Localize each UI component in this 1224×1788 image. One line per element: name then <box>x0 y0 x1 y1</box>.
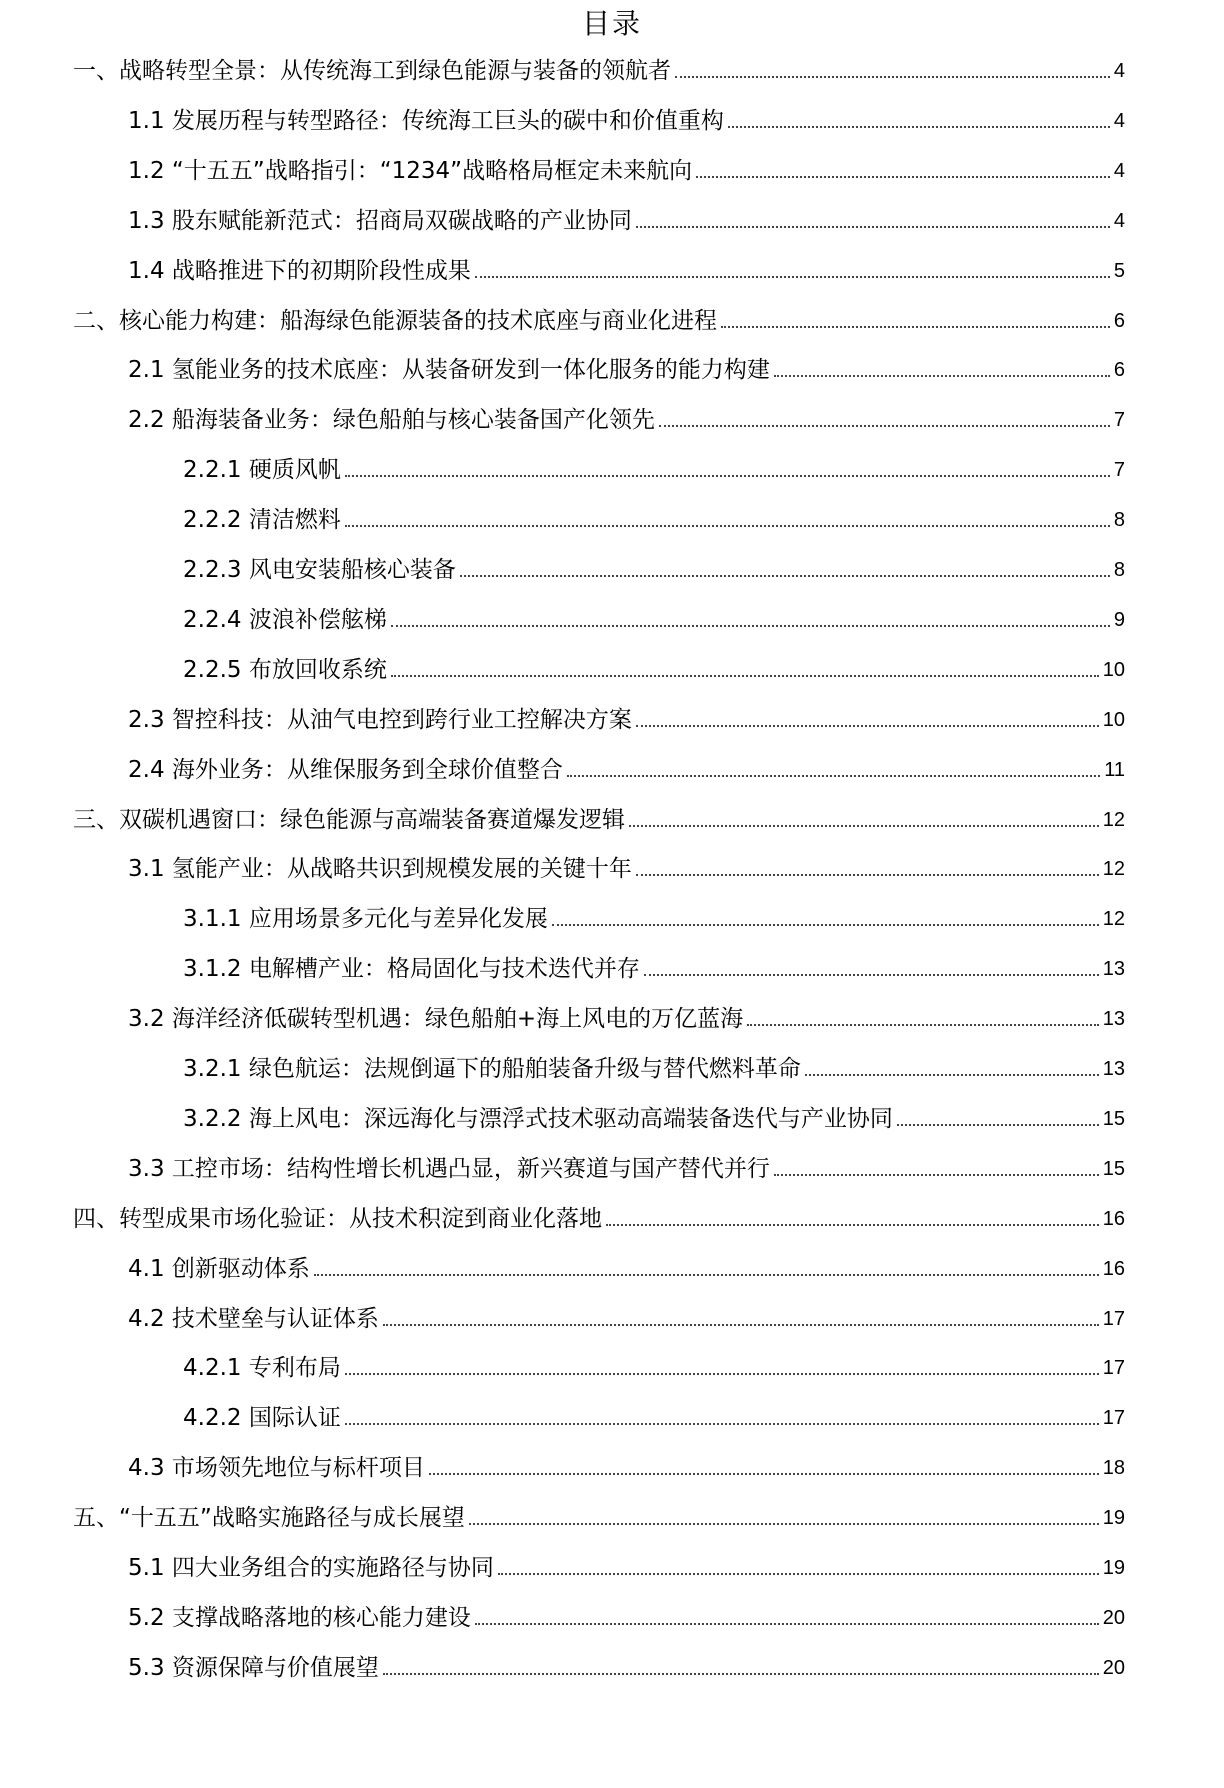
toc-dot-leader <box>345 1373 1099 1375</box>
toc-dot-leader <box>629 825 1099 827</box>
toc-dot-leader <box>469 1523 1099 1525</box>
toc-dot-leader <box>460 575 1110 577</box>
toc-entry[interactable] <box>183 637 1125 687</box>
toc-entry[interactable] <box>128 138 1125 188</box>
toc-page-number: 18 <box>1102 1457 1125 1480</box>
toc-page-number: 10 <box>1102 658 1125 681</box>
toc-entry-label: 5.2 支撑战略落地的核心能力建设 <box>128 1604 471 1631</box>
toc-entry-label: 3.2.2 海上风电：深远海化与漂浮式技术驱动高端装备迭代与产业协同 <box>183 1105 893 1132</box>
toc-entry-label: 3.1 氢能产业：从战略共识到规模发展的关键十年 <box>128 856 632 883</box>
toc-dot-leader <box>475 276 1110 278</box>
toc-entry-label: 2.2.3 风电安装船核心装备 <box>183 557 456 583</box>
toc-dot-leader <box>391 675 1099 677</box>
toc-entry[interactable] <box>128 1286 1125 1336</box>
toc-dot-leader <box>345 475 1110 477</box>
toc-page-number: 15 <box>1102 1157 1125 1180</box>
toc-entry-label: 4.2 技术壁垒与认证体系 <box>128 1305 379 1332</box>
toc-dot-leader <box>659 425 1110 427</box>
toc-entry[interactable] <box>73 1485 1125 1535</box>
toc-entry-label: 2.1 氢能业务的技术底座：从装备研发到一体化服务的能力构建 <box>128 357 770 384</box>
toc-page-number: 12 <box>1102 808 1125 831</box>
toc-entry[interactable] <box>128 1136 1125 1186</box>
toc-page-number: 17 <box>1102 1357 1125 1380</box>
toc-dot-leader <box>429 1473 1099 1475</box>
toc-entry[interactable] <box>128 337 1125 387</box>
toc-dot-leader <box>728 126 1110 128</box>
toc-entry-label: 4.1 创新驱动体系 <box>128 1255 310 1282</box>
toc-dot-leader <box>552 924 1099 926</box>
toc-dot-leader <box>475 1623 1099 1625</box>
toc-entry-label: 二、核心能力构建：船海绿色能源装备的技术底座与商业化进程 <box>73 307 717 334</box>
toc-dot-leader <box>345 525 1110 527</box>
toc-entry[interactable] <box>128 1635 1125 1685</box>
toc-page-number: 8 <box>1113 509 1125 532</box>
toc-entry[interactable] <box>128 687 1125 737</box>
toc-entry-label: 3.2.1 绿色航运：法规倒逼下的船舶装备升级与替代燃料革命 <box>183 1056 801 1082</box>
toc-entry-label: 五、“十五五”战略实施路径与成长展望 <box>73 1505 465 1532</box>
toc-entry[interactable] <box>183 1086 1125 1136</box>
toc-entry-label: 4.3 市场领先地位与标杆项目 <box>128 1455 425 1482</box>
toc-dot-leader <box>498 1573 1099 1575</box>
toc-dot-leader <box>391 625 1110 627</box>
toc-page-number: 4 <box>1113 159 1125 182</box>
toc-entry[interactable] <box>73 787 1125 837</box>
toc-page-number: 4 <box>1113 109 1125 132</box>
toc-page-number: 9 <box>1113 608 1125 631</box>
toc-entry[interactable] <box>128 1236 1125 1286</box>
toc-dot-leader <box>383 1324 1099 1326</box>
toc-page-number: 13 <box>1102 958 1125 981</box>
toc-page-number: 19 <box>1102 1507 1125 1530</box>
toc-entry[interactable] <box>183 886 1125 936</box>
toc-entry-label: 4.2.1 专利布局 <box>183 1355 341 1382</box>
toc-entry[interactable] <box>128 387 1125 437</box>
toc-page-number: 4 <box>1113 60 1125 82</box>
toc-page-number: 4 <box>1113 209 1125 232</box>
toc-page-number: 11 <box>1104 758 1125 781</box>
toc-page-number: 10 <box>1102 708 1125 731</box>
toc-entry[interactable] <box>128 88 1125 138</box>
toc-dot-leader <box>636 226 1110 228</box>
toc-dot-leader <box>774 375 1110 377</box>
toc-page-number: 13 <box>1102 1008 1125 1031</box>
toc-page-number: 15 <box>1102 1107 1125 1130</box>
toc-entry-label: 3.1.1 应用场景多元化与差异化发展 <box>183 906 548 933</box>
toc-entry[interactable] <box>73 38 1125 88</box>
toc-page-number: 16 <box>1102 1257 1125 1280</box>
toc-dot-leader <box>636 725 1099 727</box>
toc-entry-label: 3.3 工控市场：结构性增长机遇凸显，新兴赛道与国产替代并行 <box>128 1155 770 1182</box>
toc-dot-leader <box>805 1074 1099 1076</box>
toc-entry-label: 1.3 股东赋能新范式：招商局双碳战略的产业协同 <box>128 207 632 234</box>
toc-entry-label: 3.2 海洋经济低碳转型机遇：绿色船舶+海上风电的万亿蓝海 <box>128 1006 744 1033</box>
toc-page-number: 6 <box>1113 359 1125 382</box>
toc-dot-leader <box>345 1423 1099 1425</box>
toc-entry-label: 5.3 资源保障与价值展望 <box>128 1654 379 1681</box>
toc-page-number: 16 <box>1102 1207 1125 1230</box>
toc-entry[interactable] <box>128 1435 1125 1485</box>
toc-entry[interactable] <box>128 188 1125 238</box>
toc-dot-leader <box>383 1673 1099 1675</box>
toc-dot-leader <box>644 974 1099 976</box>
toc-entry[interactable] <box>128 238 1125 288</box>
toc-entry-label: 3.1.2 电解槽产业：格局固化与技术迭代并存 <box>183 956 640 983</box>
toc-dot-leader <box>567 775 1100 777</box>
toc-entry[interactable] <box>73 288 1125 338</box>
toc-entry[interactable] <box>128 836 1125 886</box>
toc-entry[interactable] <box>128 1535 1125 1585</box>
toc-entry[interactable] <box>73 1186 1125 1236</box>
toc-entry[interactable] <box>183 487 1125 537</box>
toc-entry-label: 2.2 船海装备业务：绿色船舶与核心装备国产化领先 <box>128 407 655 434</box>
toc-entry-label: 1.2 “十五五”战略指引：“1234”战略格局框定未来航向 <box>128 157 693 184</box>
toc-entry-label: 4.2.2 国际认证 <box>183 1405 341 1432</box>
toc-page-number: 20 <box>1102 1656 1125 1679</box>
toc-entry[interactable] <box>128 1585 1125 1635</box>
toc-entry-label: 2.4 海外业务：从维保服务到全球价值整合 <box>128 756 563 783</box>
toc-page-number: 8 <box>1113 559 1125 581</box>
toc-page-number: 7 <box>1113 409 1125 432</box>
toc-entry[interactable] <box>183 587 1125 637</box>
toc-entry[interactable] <box>183 437 1125 487</box>
toc-page-number: 17 <box>1102 1307 1125 1330</box>
toc-dot-leader <box>675 76 1110 78</box>
page-title: 目录 <box>581 7 642 40</box>
toc-entry[interactable] <box>183 1335 1125 1385</box>
toc-entry[interactable] <box>183 1036 1125 1086</box>
toc-entry-label: 2.2.2 清洁燃料 <box>183 507 341 534</box>
toc-dot-leader <box>747 1024 1099 1026</box>
toc-entry[interactable] <box>183 537 1125 587</box>
toc-dot-leader <box>606 1224 1099 1226</box>
toc-dot-leader <box>636 874 1099 876</box>
toc-page-number: 5 <box>1113 259 1125 282</box>
toc-entry-label: 一、战略转型全景：从传统海工到绿色能源与装备的领航者 <box>73 58 671 84</box>
toc-entry-label: 三、双碳机遇窗口：绿色能源与高端装备赛道爆发逻辑 <box>73 806 625 833</box>
toc-entry-label: 2.2.1 硬质风帆 <box>183 457 341 484</box>
toc-dot-leader <box>897 1124 1099 1126</box>
toc-entry-label: 2.3 智控科技：从油气电控到跨行业工控解决方案 <box>128 706 632 733</box>
toc-entry-label: 2.2.4 波浪补偿舷梯 <box>183 606 387 633</box>
toc-dot-leader <box>774 1174 1099 1176</box>
toc-page-number: 12 <box>1102 908 1125 931</box>
toc-dot-leader <box>721 326 1110 328</box>
toc-entry-label: 四、转型成果市场化验证：从技术积淀到商业化落地 <box>73 1205 602 1232</box>
toc-page-number: 6 <box>1113 309 1125 332</box>
toc-entry-label: 1.4 战略推进下的初期阶段性成果 <box>128 257 471 284</box>
toc-page-number: 20 <box>1102 1606 1125 1629</box>
toc-page-number: 13 <box>1102 1058 1125 1080</box>
toc-page-number: 7 <box>1113 459 1125 482</box>
toc-entry-label: 5.1 四大业务组合的实施路径与协同 <box>128 1555 494 1581</box>
toc-entry-label: 1.1 发展历程与转型路径：传统海工巨头的碳中和价值重构 <box>128 107 724 134</box>
toc-entry[interactable] <box>128 737 1125 787</box>
toc-page-number: 12 <box>1102 858 1125 881</box>
toc-entry-label: 2.2.5 布放回收系统 <box>183 656 387 683</box>
toc-page-number: 17 <box>1102 1407 1125 1430</box>
toc-page-number: 19 <box>1102 1557 1125 1579</box>
toc-dot-leader <box>314 1274 1099 1276</box>
toc-dot-leader <box>696 176 1110 178</box>
toc-entry[interactable] <box>183 936 1125 986</box>
toc-entry[interactable] <box>183 1385 1125 1435</box>
toc-entry[interactable] <box>128 986 1125 1036</box>
